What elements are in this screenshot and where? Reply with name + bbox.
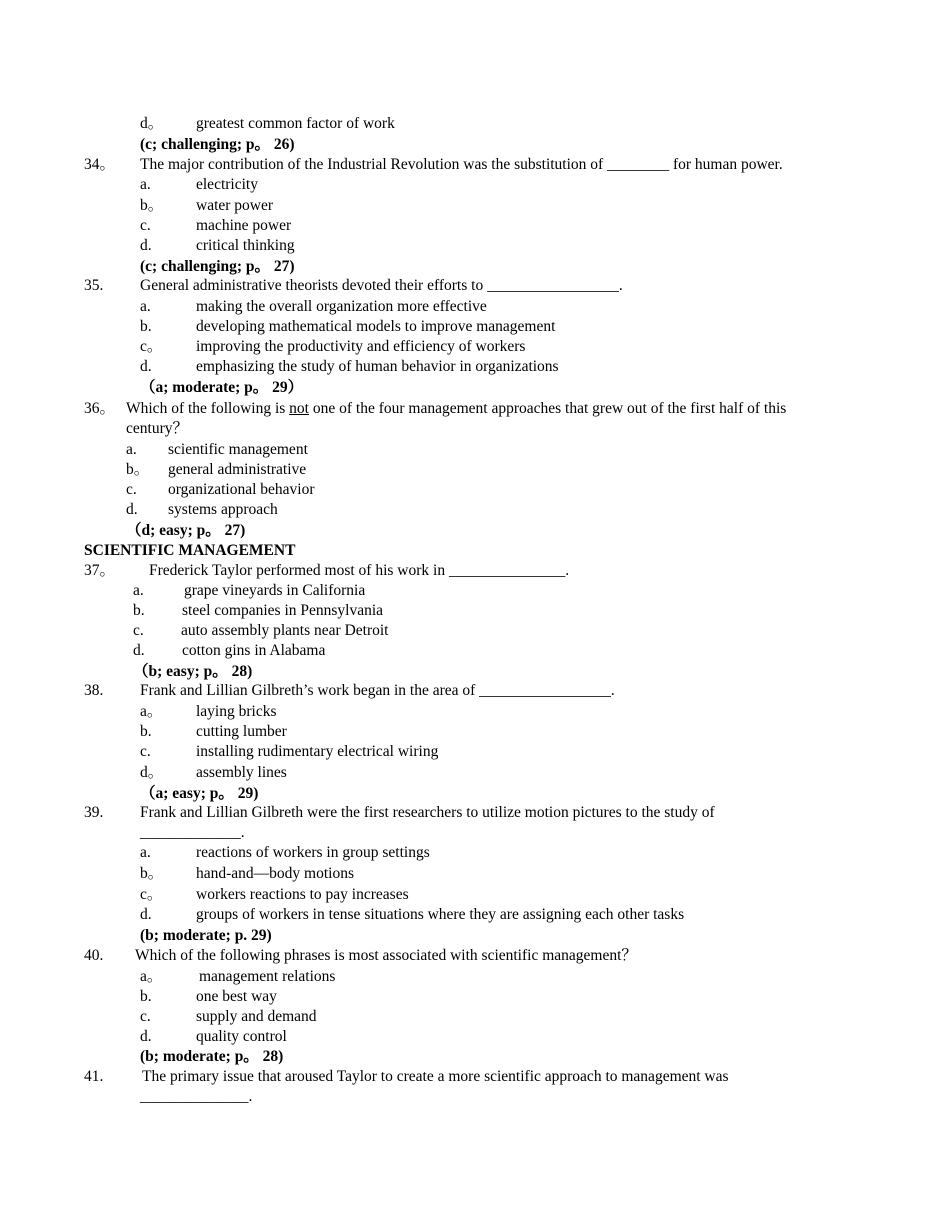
option-letter: c. <box>133 622 144 639</box>
option-text: management relations <box>199 968 336 985</box>
option-letter: b. <box>140 318 152 335</box>
question-text-continued: _____________. <box>140 824 245 841</box>
option-text: improving the productivity and efficiency of workers <box>196 338 526 355</box>
option-letter: a. <box>126 441 137 458</box>
option-letter: c. <box>126 481 137 498</box>
option-text: emphasizing the study of human behavior in organizations <box>196 358 559 375</box>
option-letter: d。 <box>140 115 164 132</box>
option-letter: d. <box>140 906 152 923</box>
underlined-word: not <box>289 400 309 417</box>
option-letter: c. <box>140 217 151 234</box>
option-text: machine power <box>196 217 292 234</box>
option-letter: c。 <box>140 338 163 355</box>
option-letter: b. <box>140 988 152 1005</box>
question-text-continued: ______________. <box>140 1088 253 1105</box>
option-text: scientific management <box>168 441 308 458</box>
question-text: Which of the following is not one of the four management approaches that grew out of the first half of this <box>126 400 787 417</box>
question-number: 35. <box>84 277 104 294</box>
option-text: grape vineyards in California <box>184 582 366 599</box>
option-letter: b。 <box>126 461 150 478</box>
question-text: The primary issue that aroused Taylor to create a more scientific approach to management was <box>142 1068 729 1085</box>
option-text: cotton gins in Alabama <box>182 642 326 659</box>
option-letter: d. <box>140 237 152 254</box>
question-text: Frank and Lillian Gilbreth were the first researchers to utilize motion pictures to the study of <box>140 804 715 821</box>
question-text: Frank and Lillian Gilbreth’s work began in the area of _________________. <box>140 682 615 699</box>
option-letter: d. <box>140 1028 152 1045</box>
option-letter: b。 <box>140 865 164 882</box>
option-text: assembly lines <box>196 764 287 781</box>
option-text: steel companies in Pennsylvania <box>182 602 384 619</box>
option-text: quality control <box>196 1028 287 1045</box>
answer-key: （d; easy; p。 27) <box>126 522 246 539</box>
option-text: greatest common factor of work <box>196 115 395 132</box>
option-letter: c。 <box>140 886 163 903</box>
option-text: organizational behavior <box>168 481 315 498</box>
option-text: making the overall organization more effective <box>196 298 487 315</box>
question-text: Which of the following phrases is most associated with scientific management？ <box>135 947 637 964</box>
option-letter: b. <box>133 602 145 619</box>
option-letter: a. <box>140 176 151 193</box>
answer-key: (c; challenging; p。 26) <box>140 136 295 153</box>
question-number: 37。 <box>84 562 116 579</box>
question-number: 41. <box>84 1068 104 1085</box>
question-text: Frederick Taylor performed most of his work in _______________. <box>149 562 570 579</box>
option-text: developing mathematical models to improve management <box>196 318 556 335</box>
question-text-continued: century？ <box>126 420 188 437</box>
option-letter: b。 <box>140 197 164 214</box>
question-text: General administrative theorists devoted their efforts to _________________. <box>140 277 623 294</box>
option-text: water power <box>196 197 274 214</box>
answer-key: (b; moderate; p。 28) <box>140 1048 284 1065</box>
option-text: groups of workers in tense situations where they are assigning each other tasks <box>196 906 685 923</box>
option-text: electricity <box>196 176 258 193</box>
question-number: 39. <box>84 804 104 821</box>
answer-key: (b; moderate; p. 29) <box>140 927 272 944</box>
question-number: 38. <box>84 682 104 699</box>
option-text: supply and demand <box>196 1008 317 1025</box>
option-letter: c. <box>140 1008 151 1025</box>
question-number: 36。 <box>84 400 116 417</box>
option-letter: b. <box>140 723 152 740</box>
option-text: reactions of workers in group settings <box>196 844 430 861</box>
option-text: auto assembly plants near Detroit <box>181 622 389 639</box>
option-text: cutting lumber <box>196 723 287 740</box>
option-letter: a. <box>140 844 151 861</box>
option-text: hand-and—body motions <box>196 865 354 882</box>
option-letter: a. <box>140 298 151 315</box>
question-number: 34。 <box>84 156 116 173</box>
answer-key: (c; challenging; p。 27) <box>140 258 295 275</box>
option-text: laying bricks <box>196 703 277 720</box>
option-letter: c. <box>140 743 151 760</box>
option-text: installing rudimentary electrical wiring <box>196 743 439 760</box>
option-text: critical thinking <box>196 237 295 254</box>
question-text: The major contribution of the Industrial Revolution was the substitution of ________ for human power. <box>140 156 783 173</box>
question-number: 40. <box>84 947 104 964</box>
answer-key: （a; moderate; p。 29） <box>140 379 304 396</box>
option-text: one best way <box>196 988 277 1005</box>
option-text: workers reactions to pay increases <box>196 886 409 903</box>
option-letter: d. <box>140 358 152 375</box>
section-heading: SCIENTIFIC MANAGEMENT <box>84 542 296 559</box>
option-text: systems approach <box>168 501 278 518</box>
option-letter: d. <box>133 642 145 659</box>
option-text: general administrative <box>168 461 307 478</box>
option-letter: a。 <box>140 968 163 985</box>
option-letter: a。 <box>140 703 163 720</box>
option-letter: d. <box>126 501 138 518</box>
answer-key: （b; easy; p。 28) <box>133 663 253 680</box>
option-letter: d。 <box>140 764 164 781</box>
answer-key: （a; easy; p。 29) <box>140 785 259 802</box>
option-letter: a. <box>133 582 144 599</box>
